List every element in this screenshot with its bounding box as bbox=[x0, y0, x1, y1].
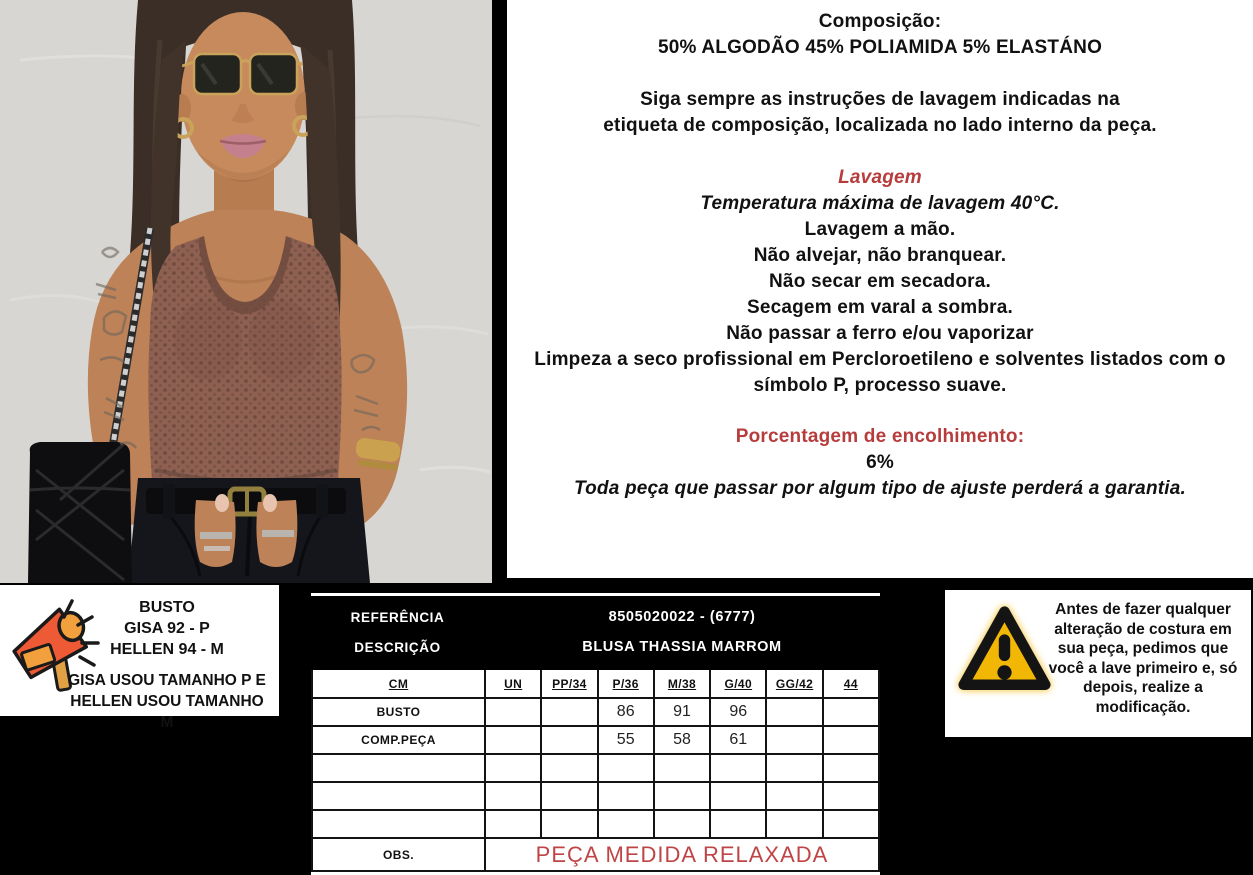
col-44: 44 bbox=[822, 670, 878, 697]
cell bbox=[653, 809, 709, 837]
reference-row bbox=[311, 602, 880, 632]
spacer bbox=[507, 139, 1253, 165]
cell bbox=[709, 809, 765, 837]
composition-title: Composição: bbox=[818, 11, 942, 32]
cell bbox=[765, 753, 821, 781]
table-row-empty bbox=[313, 781, 878, 809]
composition-value: 50% ALGODÃO 45% POLIAMIDA 5% ELASTÁNO bbox=[657, 37, 1103, 58]
cell bbox=[822, 753, 878, 781]
table-row-empty bbox=[313, 753, 878, 781]
washing-line-1: Lavagem a mão. bbox=[804, 219, 956, 240]
label-note-line1: Siga sempre as instruções de lavagem indicadas na bbox=[640, 89, 1120, 110]
warning-text: Antes de fazer qualquer alteração de costura em sua peça, pedimos que você a lave primeiro e, só depois, realize a modificação. bbox=[1048, 601, 1238, 716]
washing-line-0: Temperatura máxima de lavagem 40°C. bbox=[700, 193, 1060, 214]
cell bbox=[765, 781, 821, 809]
cell bbox=[822, 725, 878, 753]
description-value: BLUSA THASSIA MARROM bbox=[582, 639, 782, 655]
model-size-line-2: M bbox=[160, 714, 174, 731]
spacer bbox=[507, 61, 1253, 87]
row-label: COMP.PEÇA bbox=[313, 725, 484, 753]
table-row-comp-peca bbox=[313, 725, 878, 753]
cell: 91 bbox=[653, 697, 709, 725]
spacer bbox=[507, 399, 1253, 424]
cell bbox=[484, 753, 540, 781]
model-size-line-0: GISA USOU TAMANHO P E bbox=[68, 672, 266, 689]
measurement-table bbox=[311, 593, 880, 875]
washing-line-4: Secagem em varal a sombra. bbox=[746, 297, 1014, 318]
cell: 55 bbox=[597, 725, 653, 753]
cell bbox=[765, 697, 821, 725]
row-label bbox=[313, 753, 484, 781]
reference-value: 8505020022 - (6777) bbox=[608, 609, 756, 625]
row-label bbox=[313, 781, 484, 809]
cell bbox=[540, 781, 596, 809]
washing-line-6: Limpeza a seco profissional em Percloroetileno e solventes listados com o bbox=[534, 349, 1226, 370]
model-size-line-1: HELLEN USOU TAMANHO bbox=[70, 693, 264, 710]
col-cm: CM bbox=[388, 676, 409, 691]
cell: 61 bbox=[709, 725, 765, 753]
cell bbox=[709, 753, 765, 781]
cell bbox=[484, 781, 540, 809]
col-m38: M/38 bbox=[653, 670, 709, 697]
cell bbox=[822, 697, 878, 725]
cell bbox=[540, 809, 596, 837]
washing-title: Lavagem bbox=[838, 167, 922, 188]
col-un: UN bbox=[484, 670, 540, 697]
col-gg42: GG/42 bbox=[765, 670, 821, 697]
cell bbox=[822, 809, 878, 837]
row-label: BUSTO bbox=[313, 697, 484, 725]
cell bbox=[540, 753, 596, 781]
bust-line-0: BUSTO bbox=[139, 599, 195, 616]
cell bbox=[484, 697, 540, 725]
obs-value: PEÇA MEDIDA RELAXADA bbox=[484, 837, 878, 870]
model-photo-illustration bbox=[0, 0, 492, 583]
cell: 86 bbox=[597, 697, 653, 725]
cell bbox=[484, 809, 540, 837]
col-pp34: PP/34 bbox=[540, 670, 596, 697]
label-note-line2: etiqueta de composição, localizada no lado interno da peça. bbox=[603, 115, 1157, 136]
cell bbox=[597, 753, 653, 781]
cell: 96 bbox=[709, 697, 765, 725]
size-note-box bbox=[0, 585, 279, 731]
washing-line-7: símbolo P, processo suave. bbox=[753, 375, 1007, 396]
description-label: DESCRIÇÃO bbox=[354, 639, 441, 655]
column-header-row bbox=[313, 670, 878, 697]
table-header bbox=[311, 596, 880, 670]
table-row-obs bbox=[313, 837, 878, 870]
cell: 58 bbox=[653, 725, 709, 753]
product-photo bbox=[0, 0, 492, 583]
table-row-empty bbox=[313, 809, 878, 837]
cell bbox=[653, 753, 709, 781]
description-row bbox=[311, 632, 880, 662]
row-label bbox=[313, 809, 484, 837]
table-row-busto bbox=[313, 697, 878, 725]
cell bbox=[765, 809, 821, 837]
warning-icon bbox=[957, 604, 1052, 699]
washing-line-3: Não secar em secadora. bbox=[769, 271, 991, 292]
obs-label: OBS. bbox=[313, 837, 484, 870]
col-g40: G/40 bbox=[709, 670, 765, 697]
warning-box bbox=[945, 590, 1251, 737]
cell bbox=[653, 781, 709, 809]
bust-line-1: GISA 92 - P bbox=[124, 620, 210, 637]
shrink-title: Porcentagem de encolhimento: bbox=[735, 426, 1025, 447]
bust-line-2: HELLEN 94 - M bbox=[110, 641, 224, 658]
shrink-value: 6% bbox=[866, 452, 894, 473]
spacer bbox=[62, 660, 272, 670]
size-note-text bbox=[62, 597, 272, 733]
col-p36: P/36 bbox=[597, 670, 653, 697]
washing-line-2: Não alvejar, não branquear. bbox=[753, 245, 1007, 266]
cell bbox=[540, 697, 596, 725]
table-body bbox=[311, 670, 880, 872]
cell bbox=[597, 781, 653, 809]
cell bbox=[597, 809, 653, 837]
washing-line-5: Não passar a ferro e/ou vaporizar bbox=[726, 323, 1034, 344]
cell bbox=[765, 725, 821, 753]
cell bbox=[484, 725, 540, 753]
care-panel bbox=[507, 0, 1253, 578]
guarantee-note: Toda peça que passar por algum tipo de ajuste perderá a garantia. bbox=[573, 478, 1187, 499]
reference-label: REFERÊNCIA bbox=[350, 609, 445, 625]
cell bbox=[709, 781, 765, 809]
cell bbox=[540, 725, 596, 753]
cell bbox=[822, 781, 878, 809]
